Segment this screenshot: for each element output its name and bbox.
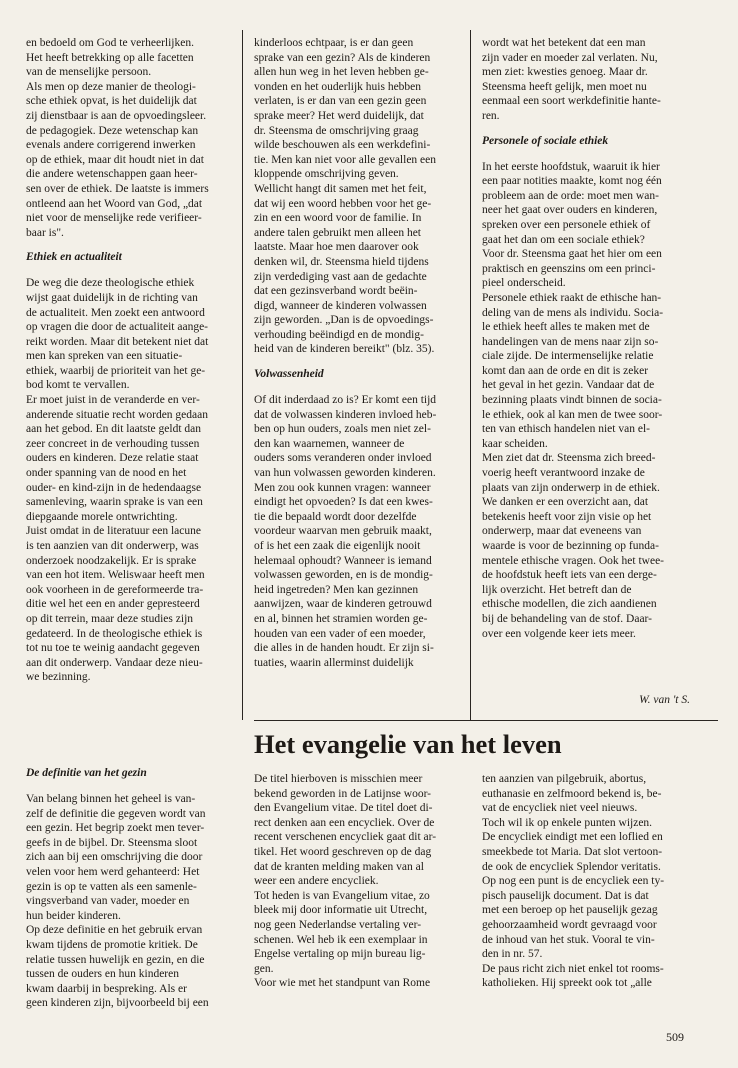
paragraph: kinderloos echtpaar, is er dan geen sprake van een gezin? Als de kinderen allen hun weg in het leven hebben ge- vonden en het ouderlijk huis hebben verlaten, is er dan van een gezin geen sprake meer? Het werd duidelijk, dat dr. Steensma de omschrijving graag wilde beschouwen als een werkdefini- tie. Men kan niet voor alle gevallen een kloppende omschrijving geven. Wellicht hangt dit samen met het feit, dat wij een woord hebben voor het ge- zin en een woord voor de familie. In andere talen gebruikt men alleen het laatste. Maar hoe men daarover ook denken wil, dr. Steensma hield tijdens zijn verdediging vast aan de gedachte dat een gezinsverband wordt beëin- digd, wanneer de kinderen volwassen zijn geworden. „Dan is de opvoedings- verhouding beëindigd en de mondig- heid van de kinderen bereikt" (blz. 35). [254, 37, 437, 356]
article1-column-1 [26, 36, 236, 685]
section-heading-ethiek-en-actualiteit: Ethiek en actualiteit [26, 251, 122, 264]
article2-column-2 [482, 772, 692, 991]
article-headline: Het evangelie van het leven [254, 729, 562, 759]
column-divider-right [470, 30, 471, 720]
paragraph: Van belang binnen het geheel is van- zelf de definitie die gegeven wordt van een gezin. Het begrip zoekt men tever- geefs in de bijbel. Dr. Steensma sloot zich aan bij een omschrijving die door velen voor hem werd gehanteerd: Het gezin is op te vatten als een samenle- vingsverband van vader, moeder en hun beider kinderen. Op deze definitie en het gebruik ervan kwam tijdens de promotie kritiek. De relatie tussen huwelijk en gezin, en die tussen de ouders en hun kinderen kwam daarbij in bespreking. Als er geen kinderen zijn, bijvoorbeeld bij een [26, 793, 209, 1010]
paragraph: ten aanzien van pilgebruik, abortus, euthanasie en zelfmoord bekend is, be- vat de encycliek niet veel nieuws. Toch wil ik op enkele punten wijzen. De encycliek eindigt met een loflied en smeekbede tot Maria. Dat slot vertoon- de ook de encycliek Splendor veritatis. Op nog een punt is de encycliek een ty- pisch pauselijk document. Dat is dat met een beroep op het pauselijk gezag gehoorzaamheid wordt gevraagd voor de inhoud van het stuk. Vooral te vin- den in nr. 57. De paus richt zich niet enkel tot rooms- katholieken. Hij spreekt ook tot „alle [482, 773, 665, 990]
author-signature: W. van 't S. [639, 694, 690, 706]
paragraph: In het eerste hoofdstuk, waaruit ik hier een paar notities maakte, komt nog één probleem aan de orde: moet men wan- neer het gaat over ouders en kinderen, spreken over een personele ethiek of gaat het dan om een sociale ethiek? Voor dr. Steensma gaat het hier om een praktisch en geenszins om een princi- pieel onderscheid. Personele ethiek raakt de ethische han- deling van de mens als individu. Socia- le ethiek heeft alles te maken met de handelingen van de mens naar zijn so- ciale zijde. De intermenselijke relatie komt dan aan de orde en dit is zeker het geval in het gezin. Vandaar dat de bezinning plaats vindt binnen de socia- le ethiek, ook al kan men de twee soor- ten van ethisch handelen niet van el- kaar scheiden. Men ziet dat dr. Steensma zich breed- voerig heeft verantwoord inzake de plaats van zijn onderwerp in de ethiek. We danken er een overzicht aan, dat betekenis heeft voor zijn visie op het onderwerp, maar dat eveneens van waarde is voor de bezinning op funda- mentele ethische vragen. Ook het twee- de hoofdstuk heeft iets van een derge- lijk overzicht. Het betreft dan de ethische modellen, die zich aandienen bij de behandeling van de stof. Daar- over een volgende keer iets meer. [482, 160, 665, 640]
page-number: 509 [666, 1030, 684, 1044]
article-divider [254, 720, 718, 721]
paragraph: De titel hierboven is misschien meer bekend geworden in de Latijnse woor- den Evangelium vitae. De titel doet di- rect denken aan een encycliek. Over de recent verschenen encycliek gaat dit ar- tikel. Het woord geschreven op de dag dat de kranten melding maken van al weer een andere encycliek. Tot heden is van Evangelium vitae, zo bleek mij door informatie uit Utrecht, nog geen Nederlandse vertaling ver- schenen. Wel heb ik een exemplaar in Engelse vertaling op mijn bureau lig- gen. Voor wie met het standpunt van Rome [254, 773, 437, 990]
section-heading-volwassenheid: Volwassenheid [254, 368, 324, 381]
article2-column-1 [254, 772, 464, 991]
paragraph: De weg die deze theologische ethiek wijst gaat duidelijk in de richting van de actualiteit. Men zoekt een antwoord op vragen die door de actualiteit aange- reikt worden. Maar dit betekent niet dat men kan spreken van een situatie- ethiek, waarbij de prioriteit van het ge- bod komt te vervallen. Er moet juist in de veranderde en ver- anderende situatie recht worden gedaan aan het gebod. En dit laatste geldt dan zeer concreet in de verhouding tussen ouders en kinderen. Deze relatie staat onder spanning van de nood en het ouder- en kind-zijn in de hedendaagse samenleving, waarin sprake is van een diepgaande morele ontwrichting. Juist omdat in de literatuur een lacune is ten aanzien van dit onderwerp, was onderzoek noodzakelijk. Er is sprake van een hot item. Weliswaar heeft men ook voorheen in de gereformeerde tra- ditie wel het een en ander gepresteerd op dit terrein, maar deze studies zijn gedateerd. In de theologische ethiek is tot nu toe te weinig aandacht gegeven aan dit onderwerp. Vandaar deze nieu- we bezinning. [26, 277, 209, 684]
article1-column-1-continued [26, 766, 236, 1011]
paragraph: Of dit inderdaad zo is? Er komt een tijd dat de volwassen kinderen invloed heb- ben op hun ouders, zoals men niet zel- den kan waarnemen, wanneer de ouders soms veranderen onder invloed van hun volwassen geworden kinderen. Men zou ook kunnen vragen: wanneer eindigt het opvoeden? Is dat een kwes- tie die bepaald wordt door dezelfde voordeur waarvan men gebruik maakt, of is het een zaak die eigenlijk nooit helemaal ophoudt? Wanneer is iemand volwassen geworden, en is de mondig- heid ingetreden? Men kan gezinnen aanwijzen, waar de kinderen getrouwd en al, binnen het stramien worden ge- houden van een vader of een moeder, die alles in de handen houdt. Er zijn si- tuaties, waarin allerminst duidelijk [254, 394, 437, 669]
article1-column-2 [254, 36, 464, 670]
column-divider-left [242, 30, 243, 720]
paragraph: wordt wat het betekent dat een man zijn vader en moeder zal verlaten. Nu, men ziet: kwesties genoeg. Maar dr. Steensma heeft gelijk, men moet nu eenmaal een soort werkdefinitie hante- ren. [482, 37, 661, 122]
section-heading-personele-of-sociale-ethiek: Personele of sociale ethiek [482, 134, 609, 147]
paragraph: en bedoeld om God te verheerlijken. Het heeft betrekking op alle facetten van de menselijke persoon. Als men op deze manier de theologi- sche ethiek opvat, is het duidelijk dat zij dienstbaar is aan de opvoedingsleer. de pedagogiek. Deze wetenschap kan evenals andere corrigerend inwerken op de ethiek, maar dit houdt niet in dat die andere wetenschappen gaan heer- sen over de ethiek. De laatste is immers ontleend aan het Woord van God, „dat niet voor de menselijke rede verifieer- baar is". [26, 37, 209, 239]
article1-column-3 [482, 36, 692, 641]
section-heading-de-definitie-van-het-gezin: De definitie van het gezin [26, 767, 147, 779]
